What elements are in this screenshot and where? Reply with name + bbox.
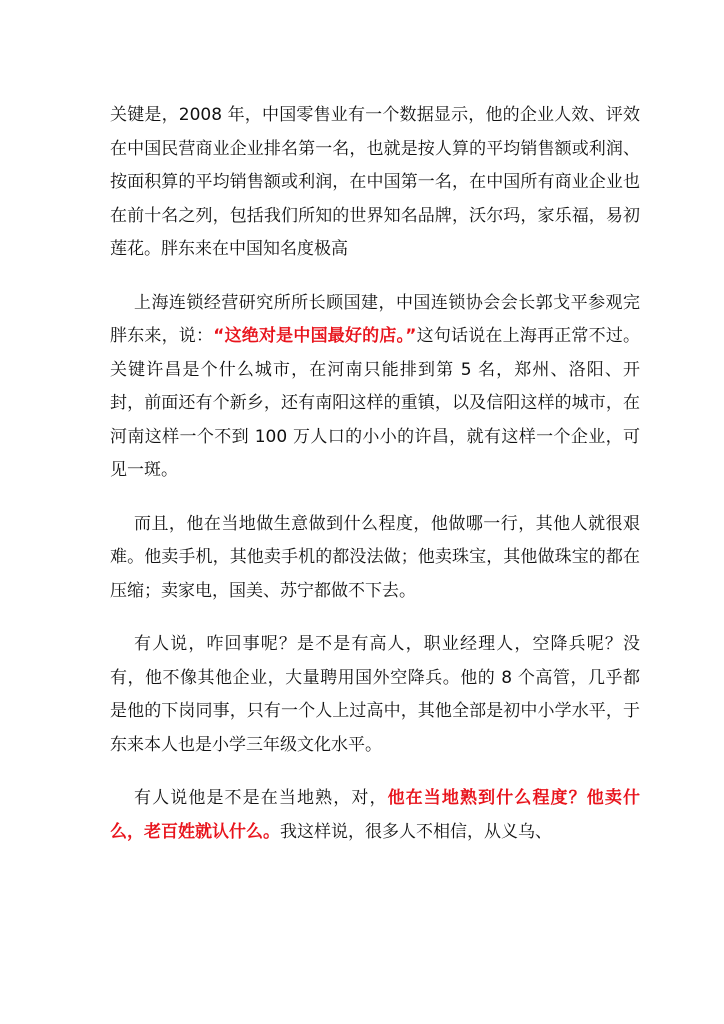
paragraph-4-text: 有人说，咋回事呢？是不是有高人，职业经理人，空降兵呢？没有，他不像其他企业，大量聘用国外空降兵。他的 8 个高管，几乎都是他的下岗同事，只有一个人上过高中，其他全部是初中小学水平，于东来本人也是小学三年级文化水平。 — [110, 634, 640, 755]
paragraph-1 — [110, 99, 640, 267]
document-page — [110, 99, 640, 869]
paragraph-3-text: 而且，他在当地做生意做到什么程度，他做哪一行，其他人就很艰难。他卖手机，其他卖手机的都没法做；他卖珠宝，其他做珠宝的都在压缩；卖家电，国美、苏宁都做不下去。 — [110, 513, 640, 601]
paragraph-3 — [110, 508, 640, 609]
paragraph-5 — [110, 782, 640, 849]
paragraph-1-text: 关键是，2008 年，中国零售业有一个数据显示，他的企业人效、评效在中国民营商业企业排名第一名，也就是按人算的平均销售额或利润、按面积算的平均销售额或利润，在中国第一名，在中国所有商业企业也在前十名之列，包括我们所知的世界知名品牌，沃尔玛，家乐福，易初莲花。胖东来在中国知名度极高 — [110, 105, 640, 259]
paragraph-2-text-a: 上海连锁经营研究所所长顾国建，中国连锁协会会长郭戈平参观完胖东来，说： — [110, 292, 640, 346]
paragraph-2 — [110, 287, 640, 488]
paragraph-2-highlight-quote: “这绝对是中国最好的店。” — [213, 326, 417, 346]
paragraph-2-text-b: 这句话说在上海再正常不过。关键许昌是个什么城市，在河南只能排到第 5 名，郑州、洛阳、开封，前面还有个新乡，还有南阳这样的重镇，以及信阳这样的城市，在河南这样一个不到 100 万人口的小小的许昌，就有这样一个企业，可见一斑。 — [110, 326, 641, 480]
paragraph-5-text-b: 我这样说，很多人不相信，从义乌、 — [280, 821, 552, 842]
paragraph-4 — [110, 628, 640, 762]
paragraph-5-text-a: 有人说他是不是在当地熟，对， — [134, 788, 388, 808]
paragraph-5-highlight: 他在当地熟到什么程度？他卖什么，老百姓就认什么。 — [110, 788, 641, 842]
